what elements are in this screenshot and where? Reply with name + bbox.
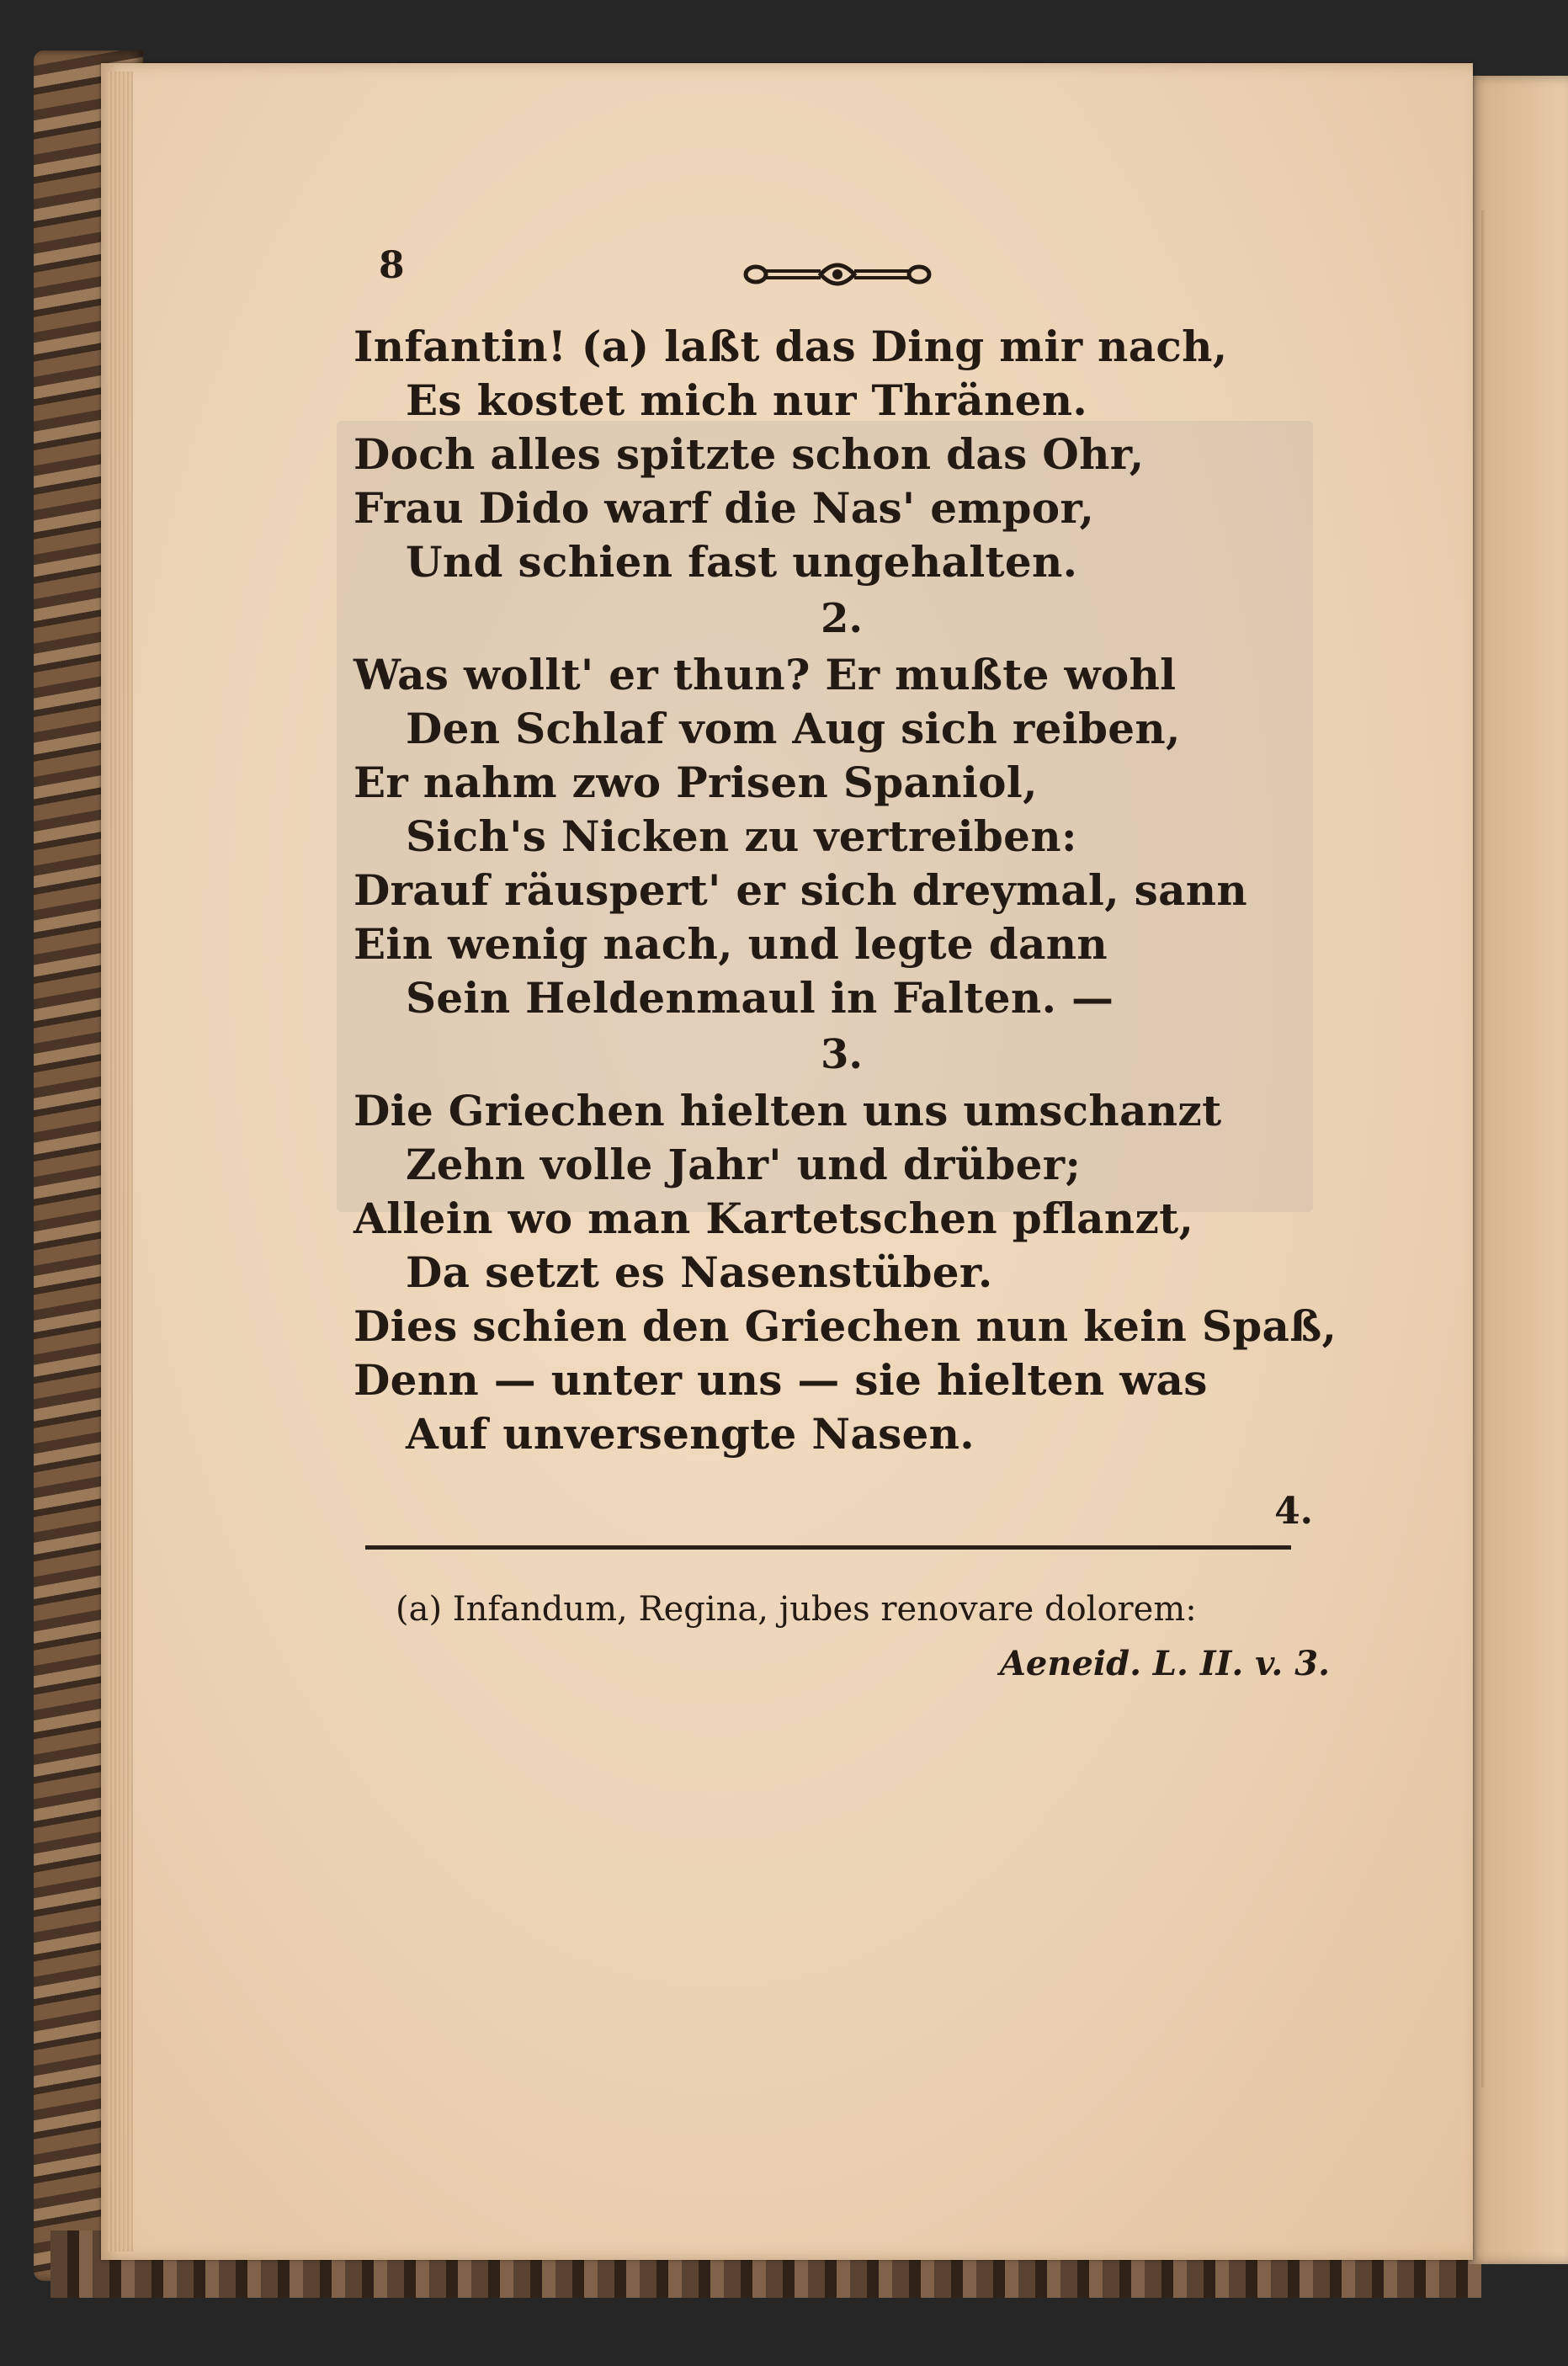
page-header <box>353 244 1363 320</box>
verse-line: Drauf räuspert' er sich dreymal, sann <box>353 865 1248 915</box>
verse-line: Allein wo man Kartetschen pflanzt, <box>353 1194 1194 1243</box>
footnote: (a) Infandum, Regina, jubes renovare dolorem: <box>396 1590 1197 1629</box>
verse-line: Auf unversengte Nasen. <box>406 1409 975 1459</box>
footnote-divider <box>365 1545 1291 1550</box>
verse-line: Die Griechen hielten uns umschanzt <box>353 1086 1222 1135</box>
verse-line: Den Schlaf vom Aug sich reiben, <box>406 704 1181 753</box>
page-content <box>353 244 1363 1689</box>
verse-line: Frau Dido warf die Nas' empor, <box>353 483 1095 533</box>
catchword: 4. <box>1274 1490 1313 1533</box>
verse-line: Was wollt' er thun? Er mußte wohl <box>353 650 1177 699</box>
binding-thread <box>1481 210 1486 2087</box>
verse-line: Und schien fast ungehalten. <box>406 537 1078 587</box>
verse-line: Dies schien den Griechen nun kein Spaß, <box>353 1301 1337 1351</box>
verse-line: Infantin! (a) laßt das Ding mir nach, <box>353 322 1228 371</box>
verse-line: Zehn volle Jahr' und drüber; <box>406 1140 1082 1189</box>
stanza-1 <box>353 320 1363 589</box>
ornament-icon <box>741 253 934 295</box>
stanza-number: 3. <box>821 1031 864 1078</box>
verse-line: Sich's Nicken zu vertreiben: <box>406 811 1077 861</box>
verse-line: Doch alles spitzte schon das Ohr, <box>353 429 1145 479</box>
verse-line: Sein Heldenmaul in Falten. — <box>406 973 1114 1023</box>
page-edges <box>108 72 133 2252</box>
stanza-3 <box>353 1084 1363 1461</box>
verse-line: Er nahm zwo Prisen Spaniol, <box>353 758 1038 807</box>
verse-line: Es kostet mich nur Thränen. <box>406 375 1088 425</box>
verse-line: Denn — unter uns — sie hielten was <box>353 1355 1208 1405</box>
page-number: 8 <box>379 244 405 287</box>
verse-line: Da setzt es Nasenstüber. <box>406 1247 993 1297</box>
stanza-number: 2. <box>821 595 864 642</box>
footnote-source: Aeneid. L. II. v. 3. <box>999 1644 1330 1683</box>
stanza-2 <box>353 648 1363 1025</box>
verse-line: Ein wenig nach, und legte dann <box>353 919 1108 969</box>
